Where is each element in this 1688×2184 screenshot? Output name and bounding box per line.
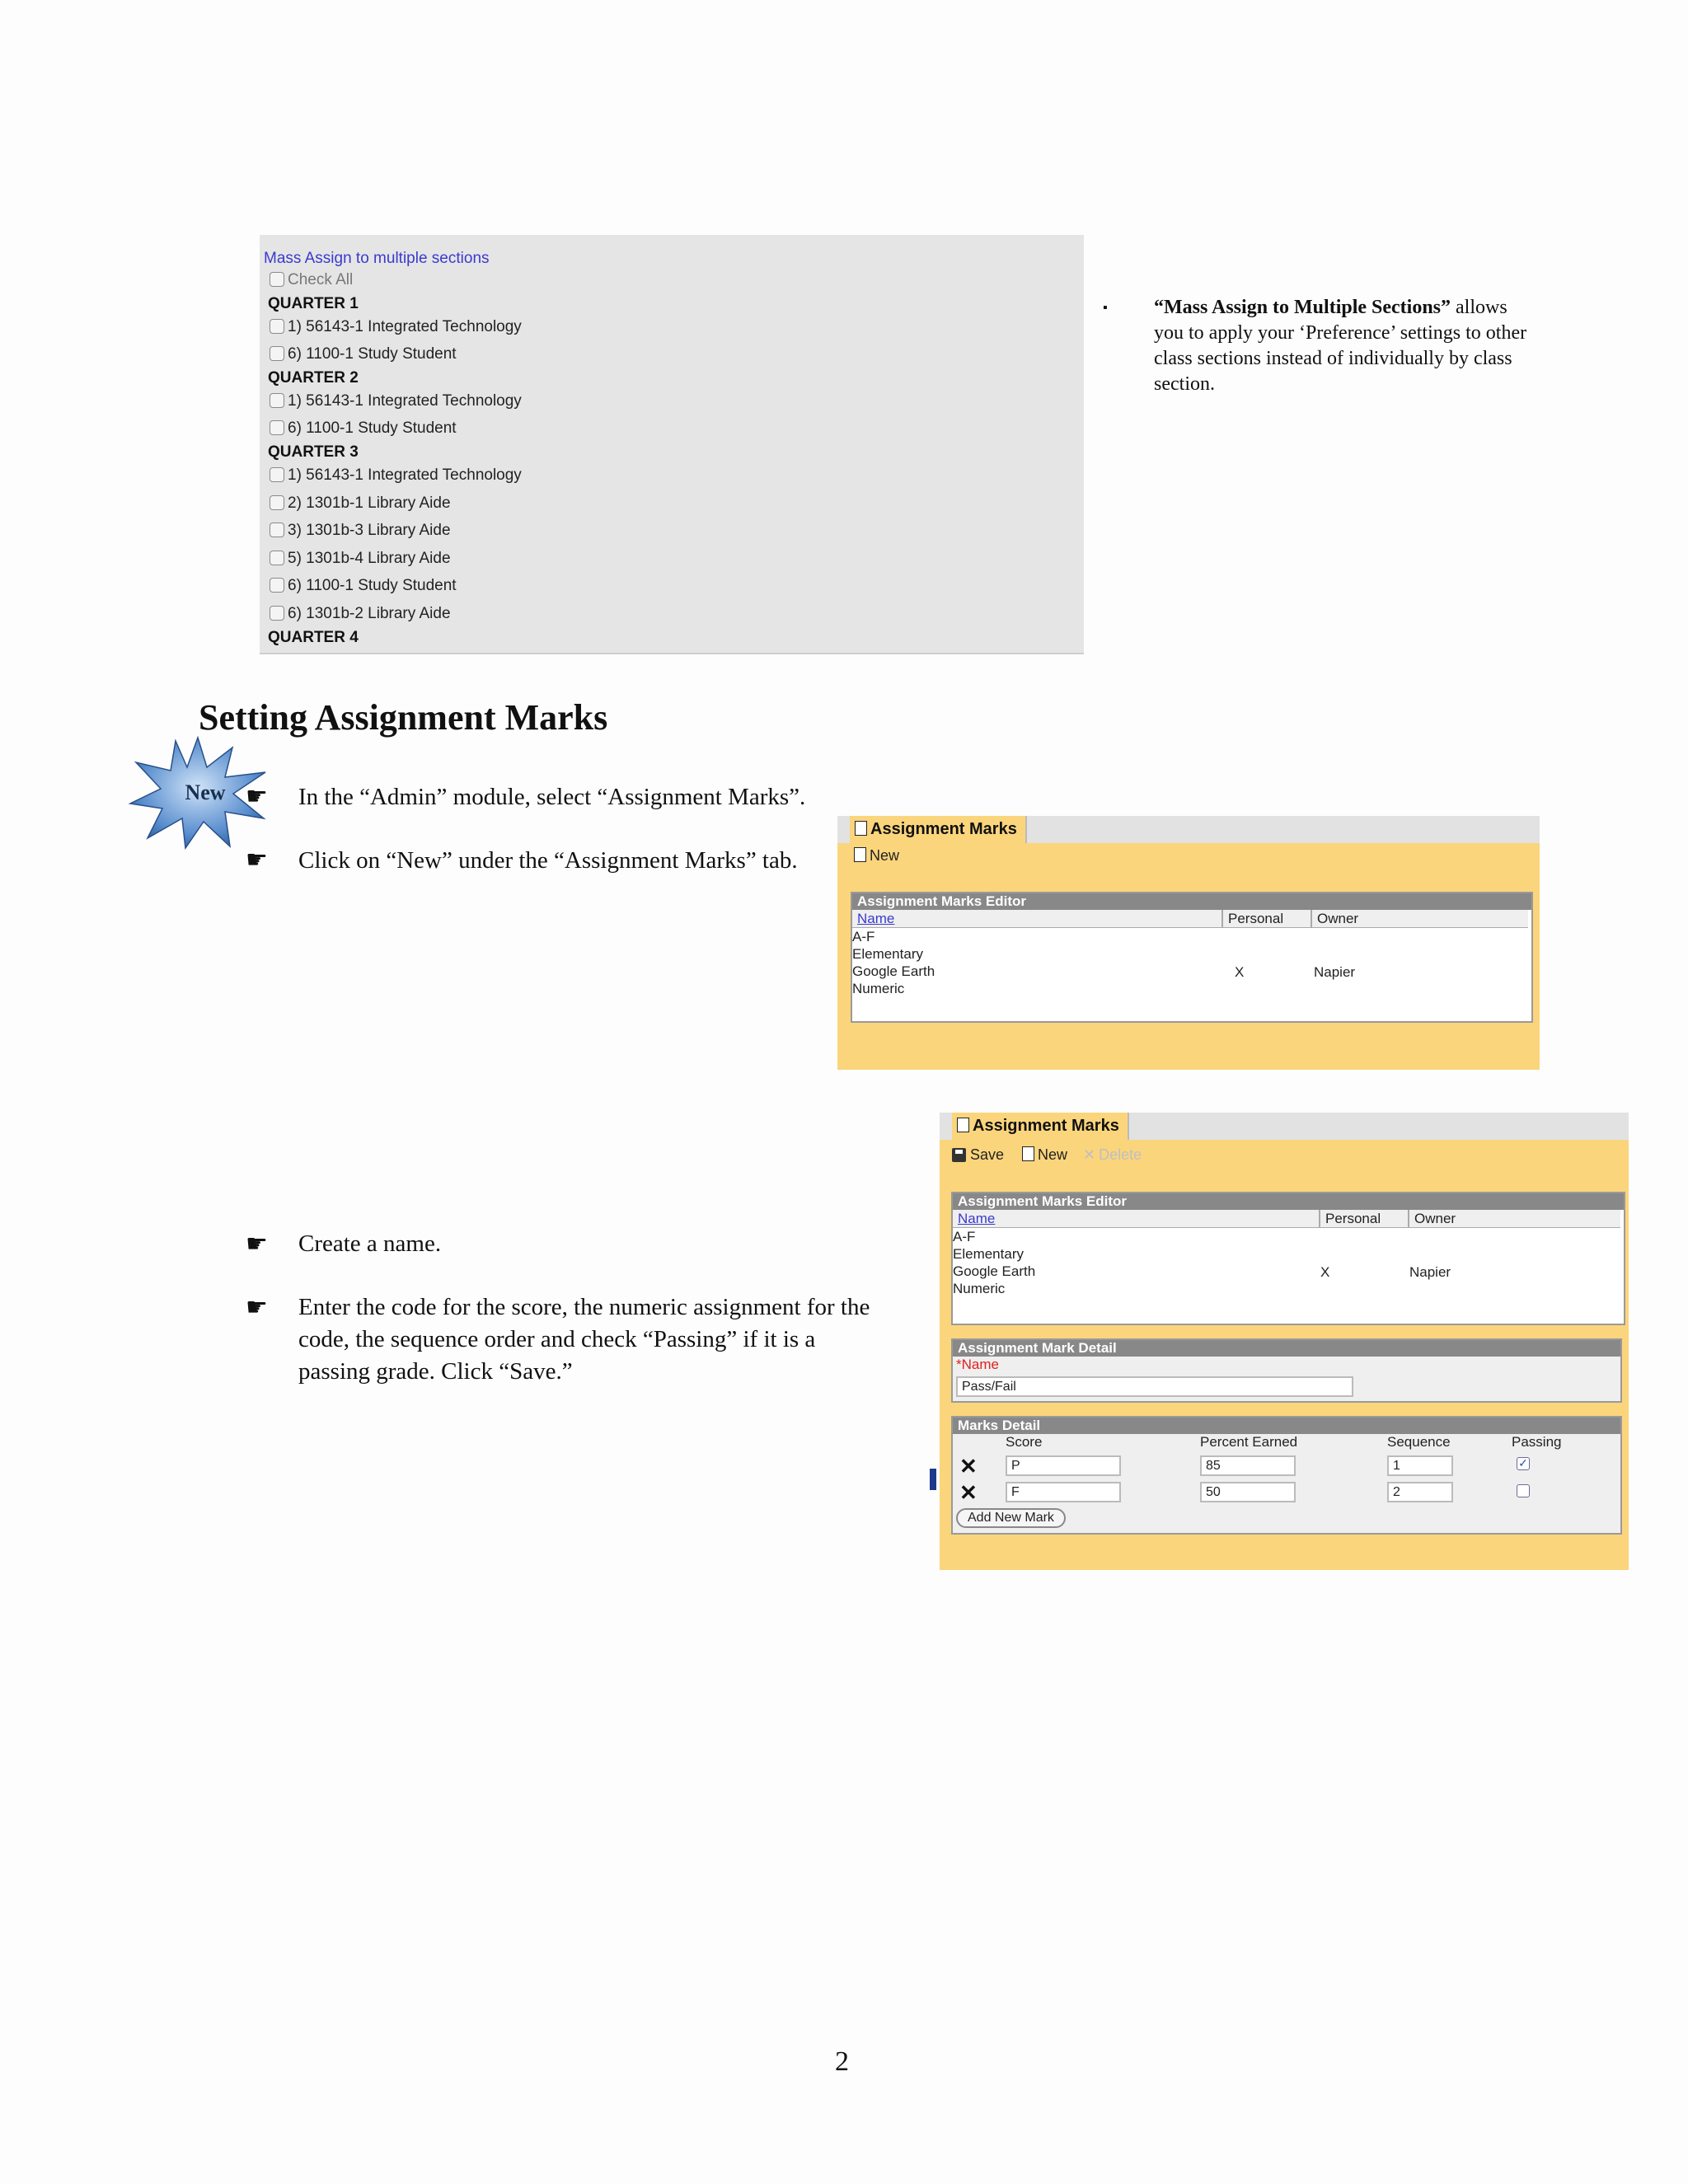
- percent-input[interactable]: 85: [1200, 1455, 1296, 1476]
- column-header-owner[interactable]: Owner: [1409, 1210, 1620, 1228]
- cursor-marker: [930, 1469, 936, 1490]
- new-button[interactable]: New: [854, 847, 899, 865]
- edit-document-icon: [855, 821, 867, 836]
- column-header-name[interactable]: Name: [852, 910, 1223, 928]
- bullet-icon: ▪: [1103, 301, 1108, 315]
- pointing-hand-icon: ☛: [246, 1230, 268, 1258]
- save-button[interactable]: Save: [952, 1146, 1004, 1164]
- marks-detail: [951, 1416, 1622, 1535]
- section-checkbox-item[interactable]: 1) 56143-1 Integrated Technology: [270, 392, 522, 410]
- list-item[interactable]: Elementary: [852, 946, 923, 962]
- tab-assignment-marks[interactable]: Assignment Marks: [850, 816, 1027, 843]
- section-checkbox-item[interactable]: 6) 1100-1 Study Student: [270, 419, 457, 438]
- tab-assignment-marks[interactable]: Assignment Marks: [952, 1113, 1129, 1140]
- list-item[interactable]: A-F: [852, 929, 875, 944]
- passing-checkbox-checked[interactable]: ✓: [1517, 1457, 1530, 1470]
- editor-title: Assignment Marks Editor: [953, 1193, 1624, 1210]
- checkbox[interactable]: [270, 578, 284, 593]
- column-header-personal[interactable]: Personal: [1320, 1210, 1409, 1228]
- column-header-score: Score: [1006, 1434, 1043, 1450]
- section-checkbox-item[interactable]: 1) 56143-1 Integrated Technology: [270, 318, 522, 336]
- passing-checkbox[interactable]: [1517, 1484, 1530, 1497]
- checkbox[interactable]: [270, 467, 284, 482]
- new-button[interactable]: New: [1022, 1146, 1067, 1164]
- assignment-mark-detail: [951, 1338, 1622, 1403]
- section-checkbox-item[interactable]: 3) 1301b-3 Library Aide: [270, 522, 451, 540]
- pointing-hand-icon: ☛: [246, 783, 268, 810]
- name-input[interactable]: Pass/Fail: [956, 1376, 1353, 1397]
- section-checkbox-item[interactable]: 1) 56143-1 Integrated Technology: [270, 466, 522, 485]
- new-document-icon: [854, 847, 866, 862]
- checkbox[interactable]: [270, 319, 284, 334]
- quarter-label: QUARTER 2: [268, 369, 359, 387]
- assignment-marks-editor: [951, 1192, 1625, 1325]
- score-input[interactable]: P: [1006, 1455, 1121, 1476]
- checkbox[interactable]: [270, 420, 284, 435]
- pointing-hand-icon: ☛: [246, 1294, 268, 1321]
- new-document-icon: [1022, 1146, 1034, 1161]
- list-item[interactable]: A-F: [953, 1229, 976, 1244]
- sequence-input[interactable]: 2: [1387, 1482, 1453, 1502]
- list-item[interactable]: Numeric: [852, 981, 905, 996]
- new-badge-label: New: [185, 780, 226, 804]
- step-text: Click on “New” under the “Assignment Marks” tab.: [298, 847, 798, 874]
- save-icon: [952, 1148, 966, 1162]
- mass-assign-panel: [260, 235, 1084, 654]
- page-number: 2: [835, 2046, 849, 2077]
- quarter-label: QUARTER 1: [268, 295, 359, 312]
- check-all-checkbox[interactable]: Check All: [270, 271, 353, 289]
- list-item[interactable]: Elementary: [953, 1246, 1024, 1262]
- note-title: “Mass Assign to Multiple Sections”: [1154, 297, 1451, 318]
- step-text: Enter the code for the score, the numeric assignment for the code, the sequence order and check “Passing” if it is a passing grade. Click “Save.”: [298, 1294, 870, 1385]
- checkbox[interactable]: [270, 346, 284, 361]
- close-icon[interactable]: ✕: [959, 1454, 978, 1479]
- owner-cell: Napier: [1314, 964, 1356, 980]
- section-heading: Setting Assignment Marks: [199, 697, 608, 738]
- column-header-percent-earned: Percent Earned: [1200, 1434, 1298, 1450]
- note-body: allows you to apply your ‘Preference’ settings to other class sections instead of individually by class section.: [1154, 297, 1527, 395]
- name-label: *Name: [956, 1357, 999, 1372]
- percent-input[interactable]: 50: [1200, 1482, 1296, 1502]
- score-input[interactable]: F: [1006, 1482, 1121, 1502]
- section-checkbox-item[interactable]: 5) 1301b-4 Library Aide: [270, 550, 451, 568]
- column-header-name[interactable]: Name: [953, 1210, 1320, 1228]
- list-item[interactable]: Google Earth: [953, 1263, 1036, 1279]
- column-header-owner[interactable]: Owner: [1312, 910, 1528, 928]
- checkbox[interactable]: [270, 606, 284, 621]
- detail-title: Assignment Mark Detail: [953, 1340, 1620, 1357]
- assignment-marks-editor: [851, 892, 1533, 1023]
- personal-mark: X: [1235, 964, 1245, 980]
- section-checkbox-item[interactable]: 6) 1301b-2 Library Aide: [270, 605, 451, 623]
- tab-bar: [837, 816, 1540, 843]
- assignment-marks-screenshot-1: [837, 816, 1540, 1070]
- delete-icon: ✕: [1083, 1146, 1096, 1163]
- owner-cell: Napier: [1409, 1264, 1451, 1280]
- tab-bar: [940, 1113, 1629, 1140]
- column-header-sequence: Sequence: [1387, 1434, 1451, 1450]
- list-item[interactable]: Google Earth: [852, 963, 935, 979]
- edit-document-icon: [957, 1118, 969, 1132]
- delete-button[interactable]: ✕ Delete: [1083, 1146, 1142, 1163]
- column-header-passing: Passing: [1512, 1434, 1562, 1450]
- mass-assign-link[interactable]: Mass Assign to multiple sections: [264, 250, 490, 267]
- quarter-label: QUARTER 4: [268, 629, 359, 646]
- sequence-input[interactable]: 1: [1387, 1455, 1453, 1476]
- section-checkbox-item[interactable]: 2) 1301b-1 Library Aide: [270, 494, 451, 513]
- close-icon[interactable]: ✕: [959, 1480, 978, 1505]
- column-header-personal[interactable]: Personal: [1223, 910, 1312, 928]
- step-text: Create a name.: [298, 1230, 442, 1257]
- checkbox[interactable]: [270, 523, 284, 537]
- assignment-marks-screenshot-2: [940, 1113, 1629, 1570]
- quarter-label: QUARTER 3: [268, 443, 359, 461]
- section-checkbox-item[interactable]: 6) 1100-1 Study Student: [270, 345, 457, 363]
- marks-title: Marks Detail: [953, 1418, 1620, 1434]
- personal-mark: X: [1320, 1264, 1330, 1280]
- add-new-mark-button[interactable]: Add New Mark: [956, 1508, 1066, 1528]
- checkbox[interactable]: [270, 495, 284, 510]
- checkbox[interactable]: [270, 272, 284, 287]
- step-text: In the “Admin” module, select “Assignment Marks”.: [298, 784, 806, 810]
- list-item[interactable]: Numeric: [953, 1281, 1006, 1296]
- section-checkbox-item[interactable]: 6) 1100-1 Study Student: [270, 577, 457, 595]
- pointing-hand-icon: ☛: [246, 846, 268, 874]
- checkbox[interactable]: [270, 551, 284, 565]
- checkbox[interactable]: [270, 393, 284, 408]
- editor-title: Assignment Marks Editor: [852, 893, 1531, 910]
